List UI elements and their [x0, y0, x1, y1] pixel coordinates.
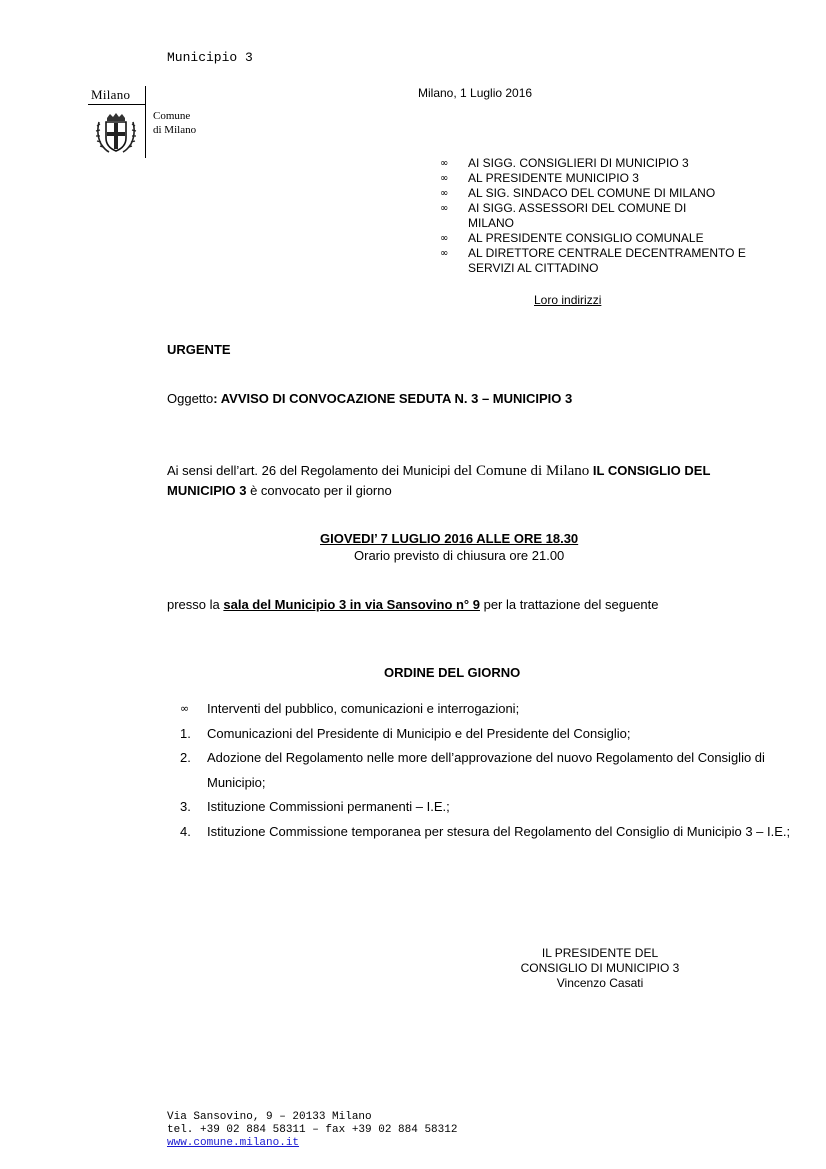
infinity-bullet-icon: ∞: [440, 203, 449, 214]
municipio-header: Municipio 3: [167, 50, 253, 65]
logo-divider-horizontal: [88, 104, 145, 105]
footer-address: Via Sansovino, 9 – 20133 Milano: [167, 1111, 372, 1123]
footer: [167, 1111, 457, 1150]
agenda-item: 2. Adozione del Regolamento nelle more dell’approvazione del nuovo Regolamento del Consiglio di Municipio;: [180, 746, 800, 795]
urgent-label: URGENTE: [167, 342, 231, 357]
infinity-bullet-icon: ∞: [180, 702, 190, 715]
agenda-number: 4.: [180, 823, 191, 839]
list-item: ∞ AL SIG. SINDACO DEL COMUNE DI MILANO: [440, 186, 716, 200]
agenda-number: 1.: [180, 725, 191, 741]
agenda-number: 3.: [180, 799, 191, 814]
agenda-item: 4. Istituzione Commissione temporanea per stesura del Regolamento del Consiglio di Municipio 3 – I.E.;: [180, 820, 800, 845]
subject-line: [167, 391, 572, 406]
subject-text: : AVVISO DI CONVOCAZIONE SEDUTA N. 3 – MUNICIPIO 3: [213, 391, 573, 406]
agenda-number: 2.: [180, 750, 191, 765]
recipients-list: [440, 156, 746, 276]
logo-comune-line1: Comune: [153, 110, 191, 122]
signature-title-line2: CONSIGLIO DI MUNICIPIO 3: [520, 961, 680, 975]
list-item: ∞ AI SIGG. CONSIGLIERI DI MUNICIPIO 3: [440, 156, 689, 170]
agenda-item: 3. Istituzione Commissioni permanenti – I.E.;: [180, 795, 800, 820]
subject-label: Oggetto: [167, 391, 214, 406]
infinity-bullet-icon: ∞: [440, 158, 449, 169]
agenda-list: [180, 697, 800, 844]
agenda-item: ∞ Interventi del pubblico, comunicazioni e interrogazioni;: [180, 697, 800, 722]
signature-title-line1: IL PRESIDENTE DEL: [541, 946, 659, 960]
signature-name: Vincenzo Casati: [556, 976, 644, 990]
meeting-location-line: presso la sala del Municipio 3 in via Sansovino n° 9 per la trattazione del seguente: [167, 597, 659, 612]
agenda-item: 1. Comunicazioni del Presidente di Municipio e del Presidente del Consiglio;: [180, 722, 800, 747]
milano-coat-of-arms-icon: [93, 112, 139, 159]
logo-divider-vertical: [145, 86, 146, 158]
meeting-location: sala del Municipio 3 in via Sansovino n° 9: [223, 597, 480, 612]
agenda-title: ORDINE DEL GIORNO: [384, 665, 521, 680]
infinity-bullet-icon: ∞: [440, 188, 449, 199]
logo-comune-line2: di Milano: [153, 124, 197, 136]
loro-indirizzi: Loro indirizzi: [534, 293, 602, 307]
list-item: ∞ AL PRESIDENTE CONSIGLIO COMUNALE: [440, 231, 704, 245]
list-item: ∞ AL DIRETTORE CENTRALE DECENTRAMENTO E SERVIZI AL CITTADINO: [440, 246, 746, 275]
list-item: ∞ AI SIGG. ASSESSORI DEL COMUNE DI MILANO: [440, 201, 687, 230]
meeting-closing-time: Orario previsto di chiusura ore 21.00: [354, 548, 565, 563]
logo-comune-text: [153, 109, 196, 137]
logo-wordmark: Milano: [91, 87, 131, 102]
footer-phone: tel. +39 02 884 58311 – fax +39 02 884 58312: [167, 1124, 458, 1136]
infinity-bullet-icon: ∞: [440, 233, 449, 244]
meeting-date-time: GIOVEDI’ 7 LUGLIO 2016 ALLE ORE 18.30: [320, 531, 579, 546]
list-item: ∞ AL PRESIDENTE MUNICIPIO 3: [440, 171, 639, 185]
footer-website-link[interactable]: www.comune.milano.it: [167, 1137, 300, 1149]
infinity-bullet-icon: ∞: [440, 248, 449, 259]
infinity-bullet-icon: ∞: [440, 173, 449, 184]
intro-paragraph: Ai sensi dell’art. 26 del Regolamento dei Municipi del Comune di Milano IL CONSIGLIO DEL MUNICIPIO 3 è convocato per il giorno: [167, 463, 711, 498]
document-date: Milano, 1 Luglio 2016: [418, 86, 533, 100]
signature-block: [505, 946, 695, 991]
